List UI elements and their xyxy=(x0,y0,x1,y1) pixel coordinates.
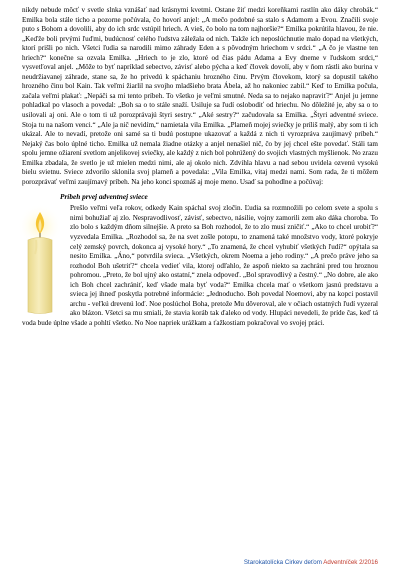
story-title: Príbeh prvej adventnej sviece xyxy=(60,192,148,202)
footer xyxy=(244,559,378,566)
candle-icon xyxy=(14,204,66,316)
footer-publisher: Starokatolícka Cirkev deťom xyxy=(243,559,322,566)
story-section xyxy=(22,204,378,328)
intro-paragraph: nikdy nebude môcť v svetle slnka vznášať nad krásnymi kvetmi. Ostane žiť medzi koreňkami rastlín ako dáky chrobák.“ Emilka bola stále ticho a pozorne počúvala, čo hovorí anjel: „A mečo podobné sa stalo s Adamom a Evou. Značili svoje puto s Bohom a dovolili, aby do ich srdc vstúpil hriech. A vieš, čo bolo na tom najhoršie?“ Emilka pokrútila hlavou, že nie. „Keďže boli prvými ľuďmi, budúcnosť celého ľudstva záležala od nich. Takže ich neposlúchnutie malo dopad na všetkých, ktorí prišli po nich. Všetci ľudia sa narodili mimo záhrady Eden a s pôvodným hriechom v srdci.“ „A čo je vlastne ten hriech?“ konečne sa ozvala Emilka. „Hriech to je zlo, ktoré od čias pádu Adama a Evy dneme v ľudskom srdci,“ vysvetľoval anjel. „Môže to byť napríklad sebectvo, závisť alebo pýcha a keď človek dovolí, aby v ňom rástli ako burina v neudržiavanej záhrade, stane sa, že ho privedú k spáchaniu hrozného činu. Prvým človekom, ktorý sa dopustil takého hrozného činu bol Kain. Tak veľmi žiarlil na svojho mladšieho brata Ábela, až ho nakoniec zabil.“ Keď to Emilka počula, začala veľmi plakať: „Nepáči sa mi tento príbeh. To všetko je veľmi smutné. Neda sa to nejako napraviť?“ Anjel ju jemne pohladkal po vlasoch a povedal: „Boh sa o to stále snaží. Usiluje sa ľudí oslobodiť od hriechu. No dôležité je, aby sa o to usilovali aj oni. Ale o tom ti už porozprávajú štyri sestry.“ „Aké sestry?“ začudovala sa Emilka. „Štyri adventné sviece. Stoja tu na našom venci.“ „Ale ja nič nevidím,“ namietala vila Emilka. „Plameň mojej sviečky je príliš malý, aby som ti ich ukázal. Ale to nevadí, pretože oni samé sa ti budú postupne ukazovať a každá z nich ti vyrozpráva zaujímavý príbeh.“ Nejaký čas bolo úplné ticho. Emilka už nemala žiadne otázky a anjel nenašiel nič, čo by jej chcel ešte povedať. Stáli tam spolu jemne ožiarení svetlom anjelikovej sviečky, ale každý z nich bol pohrúžený do svojich vlastných myšlienok. No zrazu Emilka zbadala, že svetlo je už mielen medzi nimi, ale aj okolo nich. Zdvihla hlavu a nad sebou uvidela ozvenú vysokú bielu svietnu. Sviece zdvorilo sklonila svoj plameň a povedala: „Vila Emilka, vitaj medzi nami. Som rada, že ti môžem porozprávať veľmi zaujímavý príbeh. Na jeho konci spoznáš aj moje meno. Usaď sa pohodlne a počúvaj: xyxy=(22,6,378,186)
story-paragraph: Prešlo veľmi veľa rokov, odkedy Kain spáchal svoj zločin. Ľudia sa rozmnožili po celom svete a spolu s nimi bohužiaľ aj zlo. Nespravodlivosť, závisť, sebectvo, násilie, vojny zamorili zem ako dáka choroba. To zlo bolo s každým dňom silnejšie. A preto sa Boh rozhodol, že to zlo musí zničiť.“ „Ako to chcel urobiť?“ vyzvedala Emilka. „Rozhodol sa, že na svet zošle potopu, to znamená také množstvo vody, ktoré pokryje celý zemský povrch, dokonca aj vysoké hory.“ „To znamená, že chcel vyhubiť všetkých ľudí?“ opýtala sa nesito Emilka. „Áno,“ potvrdila svieca. „Všetkých, okrem Noema a jeho rodiny.“ „A prečo práve jeho sa rozhodol Boh ušetriť?“ chcela vedieť vila, ktorej odľahlo, že aspoň niekto sa zachráni pred tou hroznou pohromou. „Preto, že bol ujný ako ostatní,“ znela odpoveď. „Bol spravodlivý a čestný.“ „No dobre, ale ako ich Boh chcel zachrániť, keď všade mala byť voda?“ Emilka chcela mať o všetkom jasnú predstavu a svieca jej ihneď poskytla potrebné informácie: „Jednoducho. Boh povedal Noemovi, aby na kopci postavil archu - veľkú drevenú loď. Noe poslúchol Boha, pretože Mu dôveroval, ale v očiach ostatných ľudí vyzeral ako blázon. Všetci sa mu smiali, že stavia koráb tak ďaleko od vody. Hlupáci nevedeli, že príde čas, keď tá voda bude úplne všade a pohltí všetko. No Noe napriek urážkam a ťažkostiam pokračoval vo svojej práci. xyxy=(22,204,378,327)
footer-issue: Adventníček 2/2016 xyxy=(323,559,378,566)
